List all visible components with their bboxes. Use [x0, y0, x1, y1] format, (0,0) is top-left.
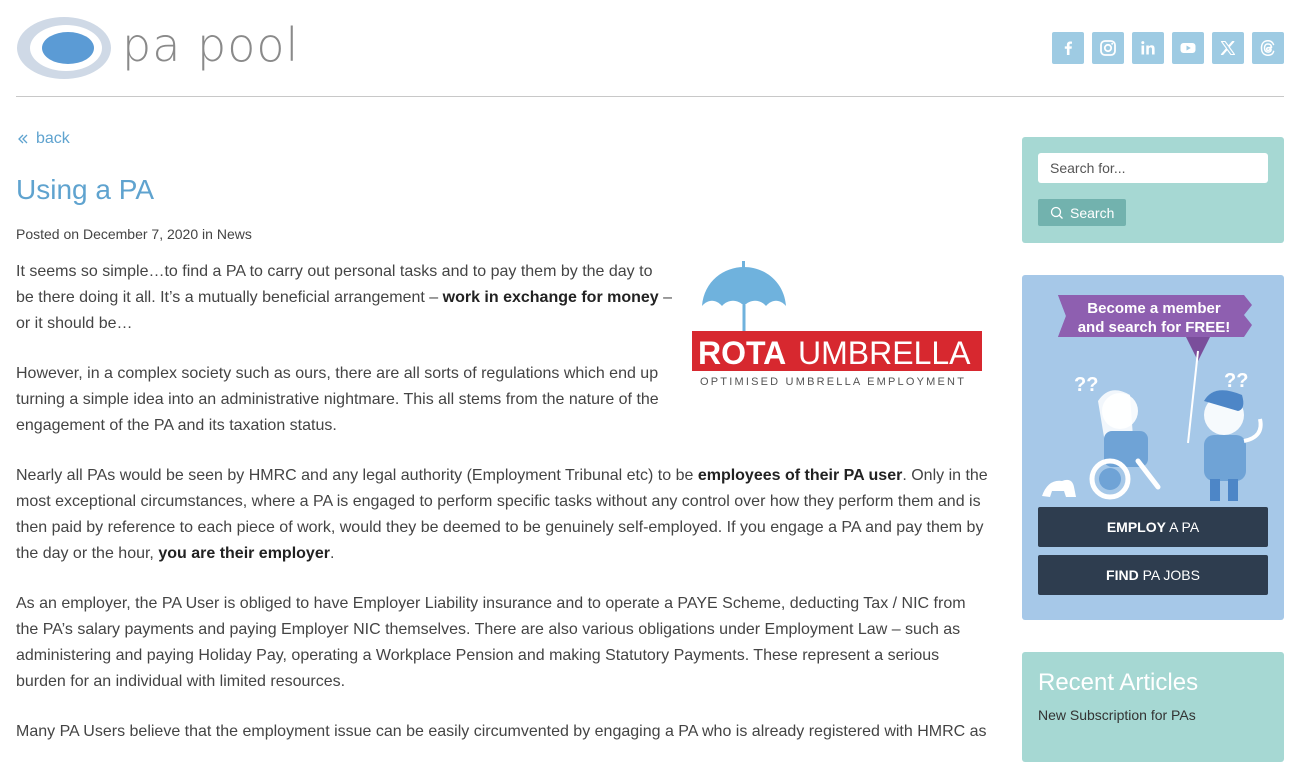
recent-articles-widget	[1022, 652, 1284, 762]
article-body	[16, 259, 990, 745]
paragraph-3: Nearly all PAs would be seen by HMRC and any legal authority (Employment Tribunal etc) to be employees of their PA user. Only in the most exceptional circumstances, where a PA is engaged to perform specific tasks without any control over how they perform them and is then paid by reference to each piece of work, would they be deemed to be genuinely self-employed. If you engage a PA and pay them by the day or the hour, you are their employer.	[16, 466, 988, 562]
svg-text:Become a member: Become a member	[1087, 300, 1221, 317]
membership-illustration[interactable]	[1038, 291, 1268, 506]
svg-text:??: ??	[1224, 370, 1249, 392]
search-button[interactable]	[1038, 199, 1126, 226]
svg-text:UMBRELLA: UMBRELLA	[798, 334, 971, 371]
post-date-link[interactable]: December 7, 2020	[82, 225, 199, 242]
linkedin-icon	[1138, 38, 1158, 58]
facebook-icon	[1058, 38, 1078, 58]
threads-icon	[1258, 38, 1278, 58]
search-widget	[1022, 137, 1284, 243]
rota-umbrella-logo	[692, 259, 988, 389]
umbrella-icon	[702, 267, 786, 306]
youtube-icon	[1178, 38, 1198, 58]
paragraph-5: Many PA Users believe that the employment issue can be easily circumvented by engaging a PA who is already registered with HMRC as	[16, 722, 987, 740]
search-button-label: Search	[1070, 204, 1115, 221]
paragraph-1: It seems so simple…to find a PA to carry out personal tasks and to pay them by the day to be there doing it all. It’s a mutually beneficial arrangement – work in exchange for money – or it should be…	[16, 262, 673, 332]
svg-text:??: ??	[1074, 374, 1099, 396]
x-icon	[1218, 38, 1238, 58]
paragraph-2: However, in a complex society such as ours, there are all sorts of regulations which end up turning a simple idea into an administrative nightmare. This all stems from the nature of the engagement of the PA and its taxation status.	[16, 364, 659, 434]
search-input[interactable]	[1038, 153, 1268, 183]
double-chevron-left-icon	[16, 132, 30, 146]
threads-link[interactable]	[1252, 32, 1284, 64]
paragraph-4: As an employer, the PA User is obliged to have Employer Liability insurance and to operate a PAYE Scheme, deducting Tax / NIC from the PA’s salary payments and paying Employer NIC themselves. There are also various obligations under Employment Law – such as administering and paying Holiday Pay, operating a Workplace Pension and making Statutory Payments. These represent a serious burden for an individual with limited resources.	[16, 594, 966, 690]
site-logo[interactable]	[16, 15, 299, 81]
back-label: back	[36, 130, 70, 147]
instagram-link[interactable]	[1092, 32, 1124, 64]
svg-text:OPTIMISED UMBRELLA EMPLOYMENT: OPTIMISED UMBRELLA EMPLOYMENT	[700, 375, 967, 388]
find-pa-jobs-button[interactable]: FIND PA JOBS	[1038, 555, 1268, 595]
page-title: Using a PA	[16, 174, 154, 205]
main-content	[16, 130, 990, 769]
logo-eye-icon	[16, 15, 112, 81]
site-header	[16, 0, 1284, 97]
x-link[interactable]	[1212, 32, 1244, 64]
recent-article-link[interactable]: New Subscription for PAs	[1038, 707, 1196, 723]
recent-articles-title: Recent Articles	[1038, 669, 1199, 696]
employ-pa-button[interactable]: EMPLOY A PA	[1038, 507, 1268, 547]
instagram-icon	[1098, 38, 1118, 58]
posted-prefix: Posted on	[16, 225, 80, 242]
in-word: in	[202, 225, 213, 242]
category-link[interactable]: News	[216, 225, 252, 242]
facebook-link[interactable]	[1052, 32, 1084, 64]
youtube-link[interactable]	[1172, 32, 1204, 64]
post-meta	[16, 226, 990, 242]
svg-text:and search for FREE!: and search for FREE!	[1077, 319, 1231, 336]
back-link[interactable]	[16, 130, 70, 148]
linkedin-link[interactable]	[1132, 32, 1164, 64]
membership-promo-widget	[1022, 275, 1284, 620]
social-links	[1052, 32, 1284, 64]
logo-text: pa pool	[122, 18, 300, 72]
svg-text:ROTA: ROTA	[698, 334, 787, 371]
search-icon	[1050, 206, 1064, 220]
